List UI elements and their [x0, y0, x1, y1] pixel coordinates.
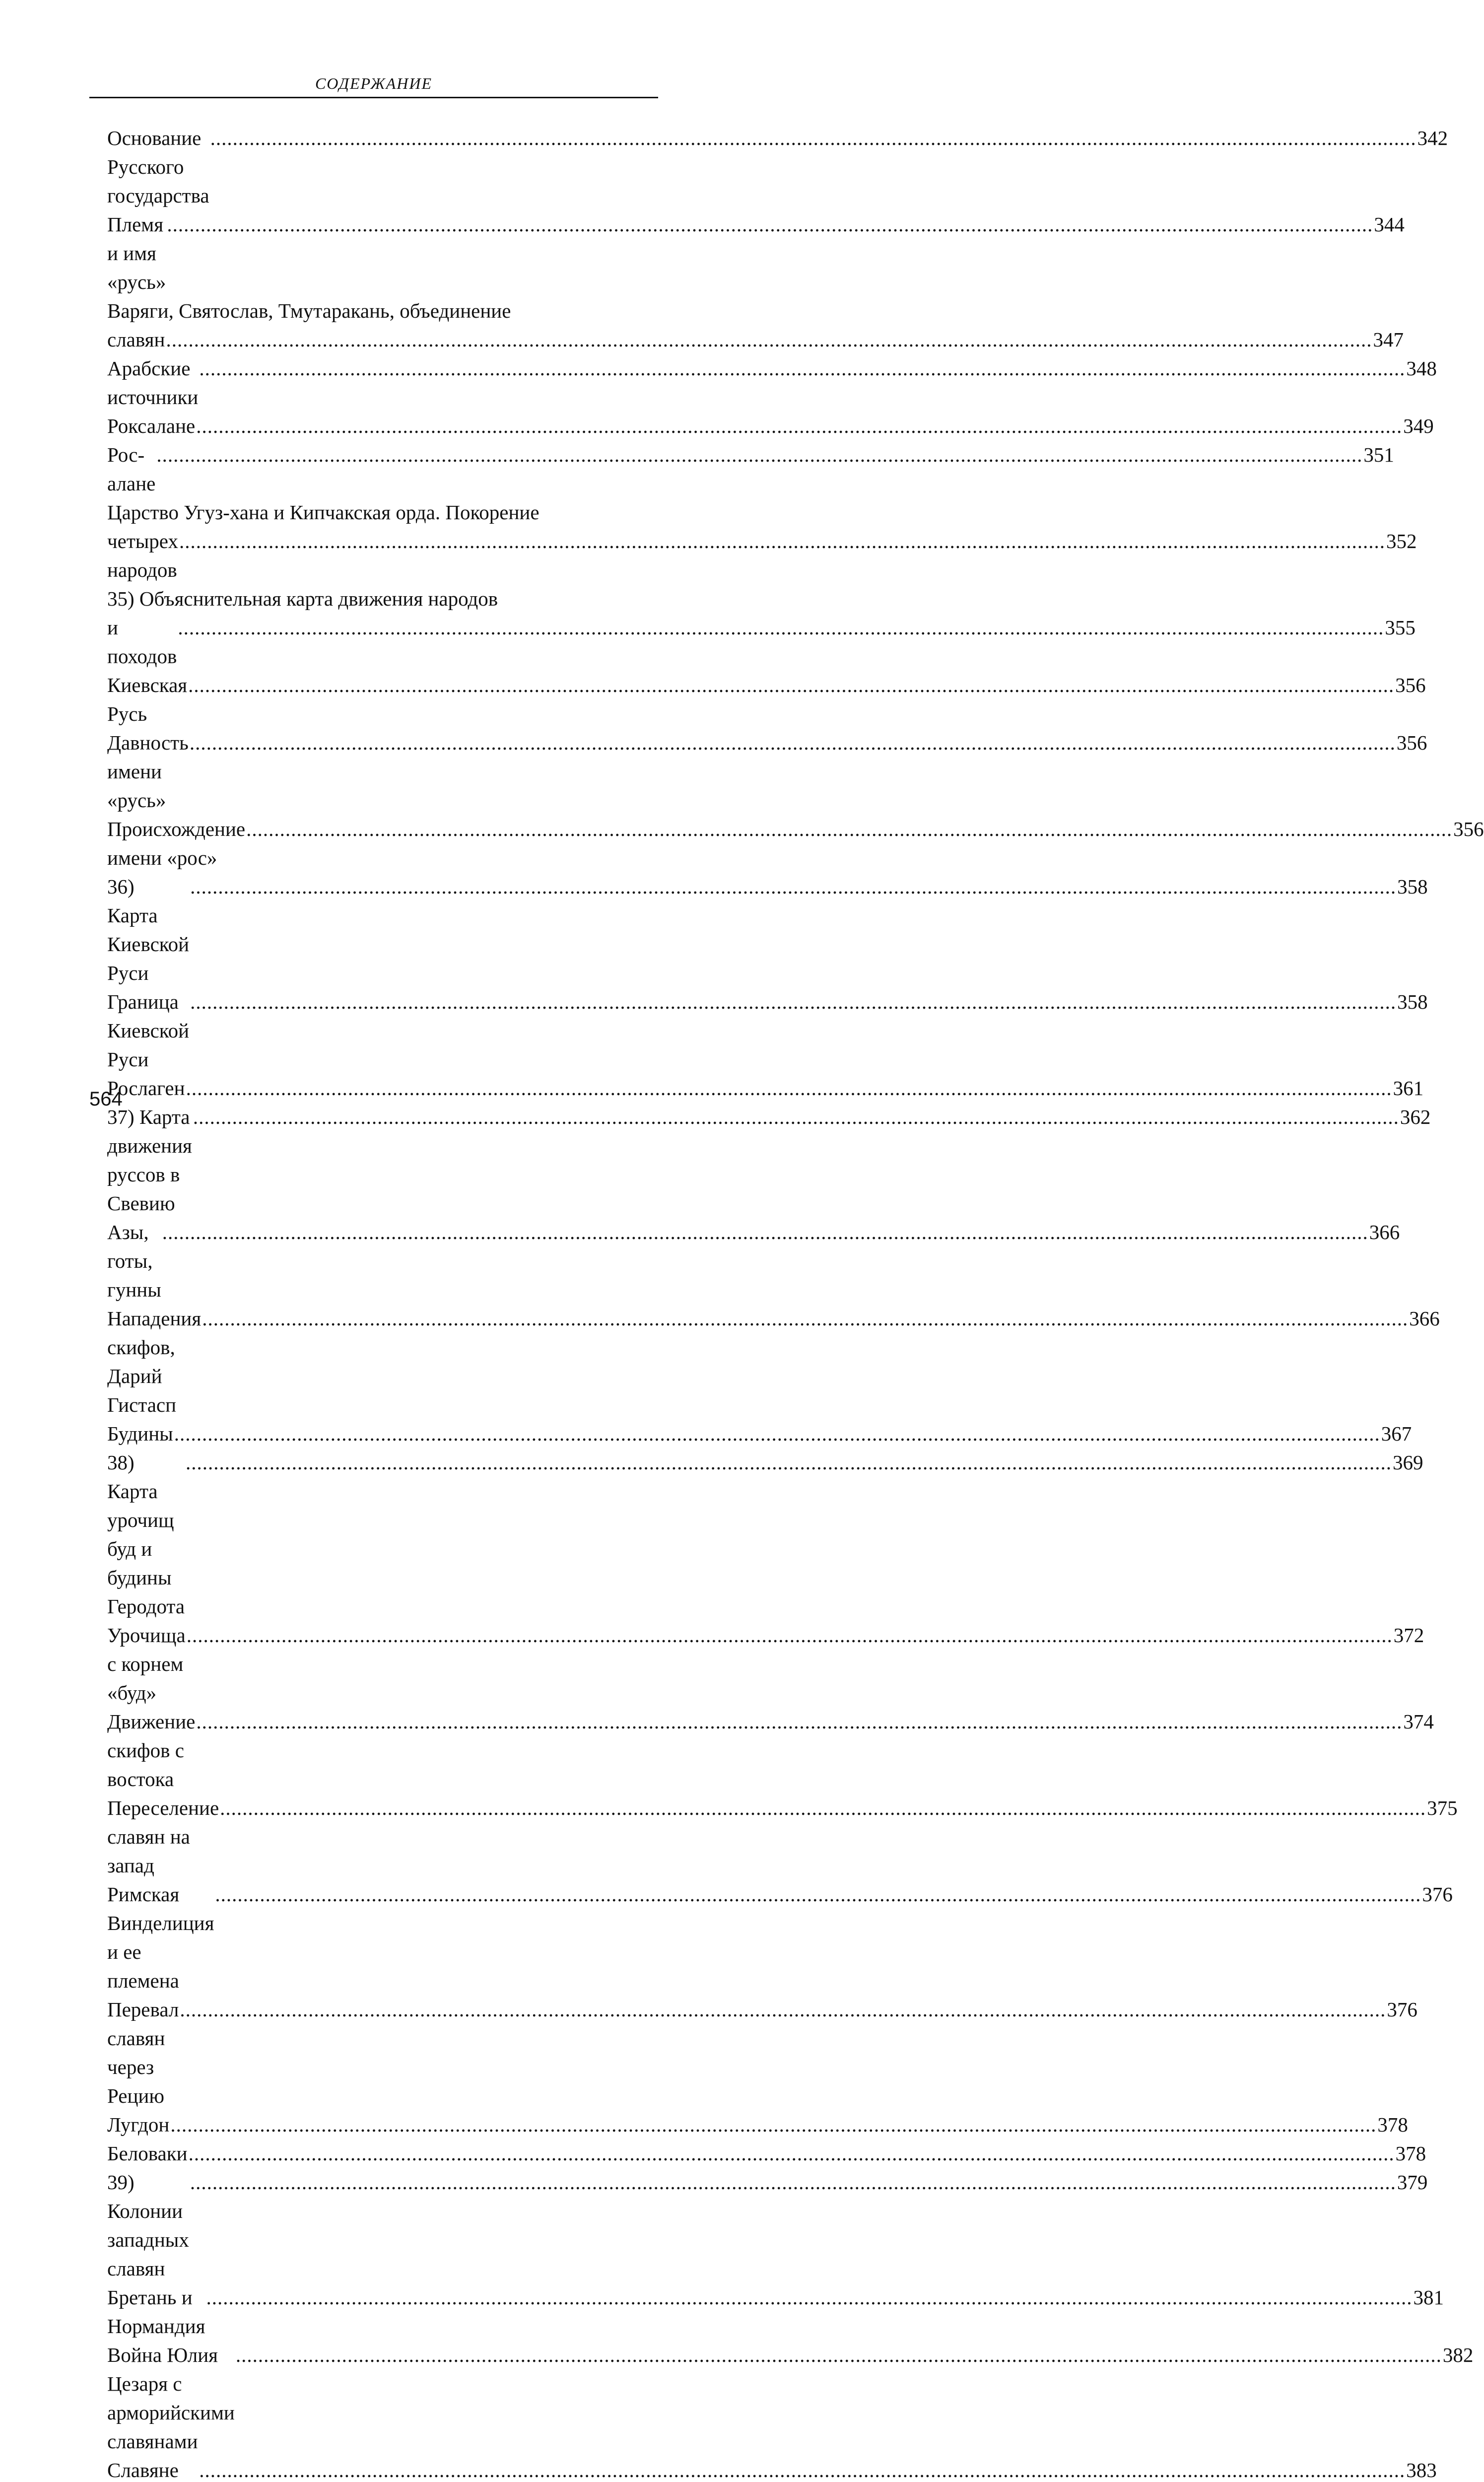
- toc-entry: [107, 1074, 1424, 1103]
- toc-entry-row: [107, 354, 1437, 412]
- toc-entry-page-number: 381: [1413, 2286, 1444, 2309]
- toc-entry: [107, 2341, 1474, 2456]
- dot-leader: [199, 354, 1405, 383]
- toc-entry-title-line: 35) Объяснительная карта движения народов: [107, 587, 498, 610]
- toc-entry-title: Беловаки: [107, 2142, 188, 2165]
- toc-entry-row: [107, 412, 1434, 440]
- dot-leader: [162, 1218, 1368, 1246]
- dot-leader: [190, 728, 1396, 757]
- toc-entry-title: Рос-алане: [107, 443, 156, 495]
- toc-entry: [107, 584, 1416, 671]
- dot-leader: [190, 872, 1396, 901]
- dot-leader: [186, 1074, 1392, 1103]
- toc-entry-title: Племя и имя «русь»: [107, 213, 166, 293]
- toc-entry-title: Арабские источники: [107, 357, 199, 409]
- toc-entry: [107, 1448, 1423, 1621]
- toc-entry-row: [107, 440, 1394, 498]
- dot-leader: [186, 1448, 1392, 1477]
- dot-leader: [187, 1621, 1393, 1650]
- toc-entry-title: Славяне: [107, 2459, 179, 2482]
- toc-entry-title: 36) Карта Киевской Руси: [107, 875, 190, 984]
- toc-entry-row: [107, 2283, 1444, 2341]
- toc-entry: [107, 2168, 1428, 2283]
- toc-entry-page-number: 361: [1393, 1077, 1424, 1100]
- header-rule: [89, 97, 658, 98]
- toc-entry-page-number: 382: [1442, 2344, 1474, 2366]
- dot-leader: [193, 1103, 1399, 1131]
- dot-leader: [166, 325, 1372, 354]
- table-of-contents: [107, 124, 1484, 2482]
- toc-entry-row: [107, 613, 1416, 671]
- toc-entry-page-number: 352: [1386, 530, 1417, 552]
- toc-entry: [107, 987, 1428, 1074]
- toc-entry-page-number: 376: [1422, 1883, 1453, 1906]
- toc-entry-row: [107, 728, 1427, 815]
- toc-entry-title: Граница Киевской Руси: [107, 990, 190, 1071]
- toc-entry-title: Римская Винделиция и ее племена: [107, 1883, 214, 1992]
- toc-entry-title-line: Варяги, Святослав, Тмутаракань, объединение: [107, 299, 511, 322]
- toc-entry-page-number: 358: [1397, 990, 1428, 1013]
- toc-entry-page-number: 351: [1363, 443, 1394, 466]
- dot-leader: [199, 2456, 1405, 2482]
- toc-entry-title: Перевал славян через Рецию: [107, 1998, 179, 2107]
- toc-entry-row: [107, 2110, 1408, 2139]
- dot-leader: [206, 2283, 1412, 2312]
- toc-entry-title: славян: [107, 328, 165, 351]
- toc-entry-page-number: 356: [1395, 674, 1426, 696]
- toc-entry: [107, 815, 1484, 872]
- toc-entry-page-number: 367: [1381, 1422, 1412, 1445]
- toc-entry-page-number: 366: [1369, 1221, 1400, 1243]
- toc-entry-title: четырех народов: [107, 530, 178, 581]
- toc-entry: [107, 1707, 1434, 1793]
- toc-entry-title: Азы, готы, гунны: [107, 1221, 161, 1301]
- toc-entry: [107, 1793, 1458, 1880]
- toc-entry-title: Роксалане: [107, 414, 196, 437]
- toc-entry-row: [107, 1448, 1423, 1621]
- toc-entry: [107, 296, 1404, 354]
- toc-entry: [107, 440, 1394, 498]
- toc-entry-page-number: 356: [1453, 818, 1484, 840]
- dot-leader: [180, 1995, 1386, 2024]
- dot-leader: [196, 412, 1402, 440]
- dot-leader: [188, 671, 1394, 699]
- toc-entry-title: 38) Карта урочищ буд и будины Геродота: [107, 1451, 185, 1618]
- toc-entry: [107, 1621, 1424, 1707]
- toc-entry: [107, 1995, 1417, 2110]
- toc-entry: [107, 1304, 1440, 1419]
- toc-entry-page-number: 358: [1397, 875, 1428, 898]
- dot-leader: [246, 815, 1452, 843]
- toc-entry-page-number: 347: [1373, 328, 1404, 351]
- toc-entry-row: [107, 872, 1428, 987]
- toc-entry-row: [107, 1621, 1424, 1707]
- toc-entry-page-number: 375: [1427, 1796, 1458, 1819]
- toc-entry-page-number: 349: [1403, 414, 1434, 437]
- toc-entry-page-number: 378: [1377, 2113, 1408, 2136]
- dot-leader: [215, 1880, 1421, 1909]
- toc-entry-row: [107, 2139, 1426, 2168]
- dot-leader: [167, 210, 1373, 239]
- toc-entry: [107, 2283, 1444, 2341]
- toc-entry-page-number: 362: [1400, 1105, 1431, 1128]
- toc-entry-title: Давность имени «русь»: [107, 731, 189, 812]
- toc-entry-title: Бретань и Нормандия: [107, 2286, 205, 2338]
- toc-entry-row: [107, 1304, 1440, 1419]
- toc-entry: [107, 671, 1426, 728]
- toc-entry: [107, 210, 1405, 296]
- toc-entry-title: Лугдон: [107, 2113, 170, 2136]
- dot-leader: [156, 440, 1362, 469]
- toc-entry-title: 39) Колонии западных славян: [107, 2171, 189, 2280]
- toc-entry-row: [107, 325, 1404, 354]
- toc-entry-page-number: 356: [1396, 731, 1427, 754]
- toc-entry-row: [107, 210, 1405, 296]
- toc-entry-page-number: 374: [1403, 1710, 1434, 1733]
- toc-entry-title: Движение скифов с востока: [107, 1710, 196, 1791]
- toc-entry-title-line: Царство Угуз-хана и Кипчакская орда. Покорение: [107, 501, 540, 524]
- toc-entry-page-number: 342: [1417, 127, 1448, 149]
- dot-leader: [220, 1793, 1426, 1822]
- toc-entry-title: Будины: [107, 1422, 173, 1445]
- toc-entry-page-number: 376: [1387, 1998, 1417, 2021]
- toc-entry: [107, 1103, 1431, 1218]
- toc-entry-row: [107, 2168, 1428, 2283]
- dot-leader: [179, 527, 1385, 555]
- toc-entry-page-number: 383: [1406, 2459, 1437, 2482]
- toc-entry-row: [107, 1707, 1434, 1793]
- toc-entry-row: [107, 2456, 1437, 2482]
- toc-entry: [107, 354, 1437, 412]
- toc-entry-title: Война Юлия Цезаря с арморийскими славянами: [107, 2344, 235, 2453]
- toc-entry-row: [107, 1074, 1424, 1103]
- toc-entry-row: [107, 815, 1484, 872]
- toc-entry-row: [107, 124, 1448, 210]
- toc-entry-row: [107, 1793, 1458, 1880]
- toc-entry-title: Киевская Русь: [107, 674, 188, 725]
- toc-entry: [107, 728, 1427, 815]
- dot-leader: [210, 124, 1417, 152]
- toc-entry-title: Рослаген: [107, 1077, 185, 1100]
- toc-entry-title: Переселение славян на запад: [107, 1796, 219, 1877]
- toc-entry-title: Урочища с корнем «буд»: [107, 1624, 186, 1704]
- toc-entry-row: [107, 1995, 1417, 2110]
- toc-entry-page-number: 379: [1397, 2171, 1428, 2194]
- dot-leader: [196, 1707, 1402, 1736]
- dot-leader: [174, 1419, 1380, 1448]
- toc-entry: [107, 2110, 1408, 2139]
- toc-entry-title: Нападения скифов, Дарий Гистасп: [107, 1307, 202, 1416]
- toc-entry-title: Основание Русского государства: [107, 127, 209, 207]
- toc-entry: [107, 2139, 1426, 2168]
- toc-entry-title: Происхождение имени «рос»: [107, 818, 246, 869]
- toc-entry: [107, 2456, 1437, 2482]
- toc-entry-row: [107, 1103, 1431, 1218]
- toc-entry-row: [107, 1218, 1400, 1304]
- toc-entry-page-number: 348: [1406, 357, 1437, 380]
- toc-entry: [107, 498, 1417, 584]
- dot-leader: [178, 613, 1384, 642]
- toc-entry: [107, 1419, 1412, 1448]
- toc-entry: [107, 1880, 1453, 1995]
- toc-entry-row: [107, 987, 1428, 1074]
- toc-entry-page-number: 372: [1393, 1624, 1424, 1647]
- running-head: СОДЕРЖАНИЕ: [315, 74, 433, 92]
- toc-entry-page-number: 378: [1395, 2142, 1426, 2165]
- toc-entry-row: [107, 527, 1417, 584]
- dot-leader: [202, 1304, 1408, 1333]
- toc-entry-row: [107, 1419, 1412, 1448]
- dot-leader: [190, 2168, 1396, 2197]
- toc-entry-row: [107, 1880, 1453, 1995]
- dot-leader: [170, 2110, 1376, 2139]
- toc-entry-page-number: 369: [1393, 1451, 1423, 1474]
- dot-leader: [236, 2341, 1442, 2369]
- toc-entry-row: [107, 671, 1426, 728]
- toc-entry: [107, 1218, 1400, 1304]
- dot-leader: [190, 987, 1396, 1016]
- toc-entry: [107, 872, 1428, 987]
- toc-entry-title: и походов: [107, 616, 177, 668]
- toc-entry-row: [107, 2341, 1474, 2456]
- toc-entry-page-number: 366: [1409, 1307, 1440, 1330]
- toc-entry-page-number: 355: [1385, 616, 1416, 639]
- toc-entry: [107, 412, 1434, 440]
- toc-entry-title: 37) Карта движения руссов в Свевию: [107, 1105, 192, 1215]
- dot-leader: [189, 2139, 1395, 2168]
- toc-entry-page-number: 344: [1374, 213, 1405, 236]
- page-number: 564: [89, 1088, 123, 1110]
- toc-entry: [107, 124, 1448, 210]
